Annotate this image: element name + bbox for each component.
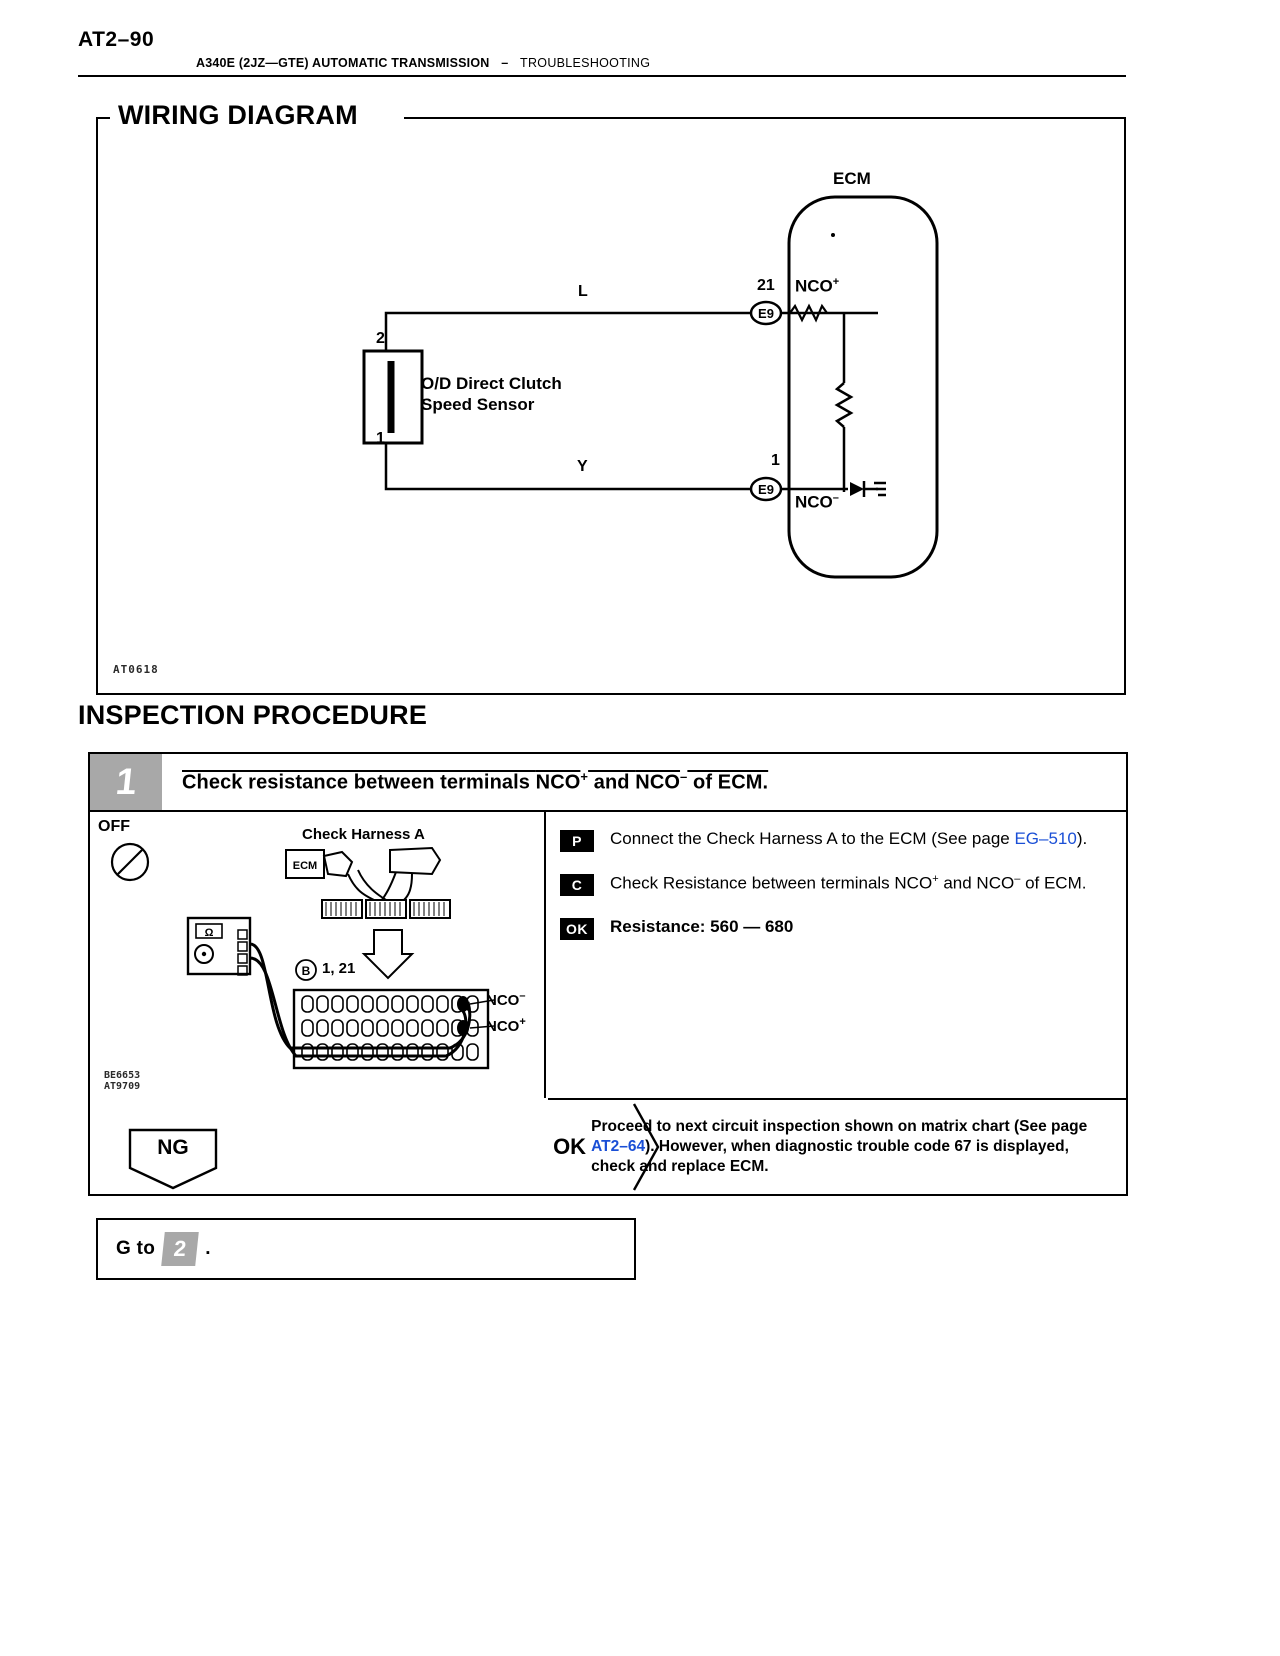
wiring-figure-code: AT0618 — [113, 663, 159, 676]
instruction-p-pre: Connect the Check Harness A to the ECM (See page — [610, 829, 1015, 848]
goto-suffix: . — [205, 1238, 211, 1259]
down-arrow-icon — [364, 930, 412, 978]
sensor-pin-2-label: 2 — [376, 330, 385, 347]
goto-step-box[interactable] — [96, 1218, 636, 1280]
terminal-nco-plus-sign: + — [832, 276, 840, 288]
callout-nco-minus-sign: – — [519, 990, 526, 1002]
speed-sensor-label-line1: O/D Direct Clutch — [421, 374, 562, 393]
step-1-title-post: of ECM. — [687, 771, 769, 794]
instruction-c-pre: Check Resistance between terminals NCO — [610, 873, 933, 893]
inspection-procedure-heading: INSPECTION PROCEDURE — [78, 700, 428, 730]
ng-badge-label: NG — [157, 1136, 189, 1159]
callout-nco-minus-text: NCO — [486, 992, 520, 1009]
manual-title: A340E (2JZ—GTE) AUTOMATIC TRANSMISSION — [196, 56, 490, 70]
ecm-body-shape — [789, 197, 937, 577]
ohm-symbol: Ω — [204, 927, 214, 939]
speed-sensor-label — [421, 373, 562, 416]
link-eg-510[interactable]: EG–510 — [1014, 829, 1077, 848]
sensor-pin-1-label: 1 — [376, 430, 385, 447]
harness-connector-right — [390, 848, 440, 874]
tag-check: C — [560, 874, 594, 896]
header-dash: – — [501, 56, 509, 70]
wire-color-L-label: L — [578, 283, 588, 300]
goto-step-number: 2 — [161, 1232, 199, 1266]
header-subtitle-row — [78, 56, 1128, 70]
connector-e9-top-label: E9 — [758, 306, 774, 321]
page-header — [78, 28, 1128, 70]
callout-nco-plus-sign: + — [519, 1016, 526, 1028]
step-1-title-mid: and — [588, 771, 636, 794]
illustration-graphic — [90, 812, 546, 1098]
instruction-c-sup1: + — [932, 873, 939, 885]
speed-sensor-label-line2: Speed Sensor — [421, 395, 535, 415]
ecm-dot — [831, 233, 835, 237]
instruction-row-c — [560, 872, 1108, 896]
check-harness-label: Check Harness A — [302, 826, 425, 843]
connector-e9-bottom-label: E9 — [758, 482, 774, 497]
instruction-c-mid: and NCO — [938, 873, 1015, 893]
instruction-text-c — [610, 872, 1086, 896]
step-1-instructions — [548, 812, 1126, 1098]
terminal-reference-label: 1, 21 — [322, 960, 356, 977]
terminal-nco-plus-text: NCO — [795, 276, 833, 296]
step-1-illustration — [90, 812, 546, 1098]
ecm-label: ECM — [833, 169, 871, 188]
header-section: TROUBLESHOOTING — [520, 56, 651, 70]
instruction-c-sup2: – — [1014, 873, 1021, 885]
ok-arrow-bracket — [630, 1100, 664, 1194]
meter-terminal-1 — [238, 930, 247, 939]
tag-prepare: P — [560, 830, 594, 852]
ignition-off-slash — [118, 850, 142, 874]
terminal-ref-circle-letter: B — [301, 964, 311, 978]
step-1-title-t2: $\overline{NCO}$ — [635, 771, 681, 794]
ohmmeter-dial-center — [202, 952, 206, 956]
illustration-figure-code — [104, 1071, 140, 1092]
terminal-21-number: 21 — [757, 277, 775, 294]
meter-terminal-2 — [238, 942, 247, 951]
step-1-number: 1 — [113, 761, 139, 802]
instruction-text-ok: Resistance: 560 — 680 — [610, 917, 794, 936]
harness-wire-4 — [404, 874, 412, 900]
wiring-diagram-title: WIRING DIAGRAM — [112, 100, 364, 131]
meter-terminal-3 — [238, 954, 247, 963]
harness-wire-3 — [382, 872, 396, 900]
probed-terminal-nco-plus — [457, 1020, 469, 1036]
ok-result-text — [591, 1117, 1126, 1177]
harness-ecm-text: ECM — [292, 860, 318, 872]
terminal-nco-minus-label — [795, 492, 839, 513]
instruction-p-post: ). — [1076, 829, 1088, 848]
harness-connector-left — [324, 852, 352, 876]
link-at2-64[interactable]: AT2–64 — [591, 1137, 646, 1155]
check-harness-a-graphic — [286, 848, 450, 918]
illustration-figure-code-line2: AT9709 — [104, 1080, 141, 1092]
ok-result-post: ). However, when diagnostic trouble code 67 is displayed, check and replace ECM. — [591, 1137, 1069, 1176]
terminal-nco-plus-label — [795, 276, 839, 297]
terminal-nco-minus-sign: – — [832, 492, 839, 504]
ok-result-pre: Proceed to next circuit inspection shown on matrix chart (See page — [591, 1117, 1088, 1135]
terminal-1-number: 1 — [771, 452, 780, 469]
diode-symbol — [850, 482, 864, 496]
callout-nco-plus-text: NCO — [486, 1018, 520, 1035]
illustration-figure-code-line1: BE6653 — [104, 1070, 141, 1081]
harness-wire-2 — [358, 870, 386, 900]
instruction-row-ok — [560, 916, 1108, 940]
step-1-title-t2-sup: – — [680, 769, 688, 785]
wire-color-Y-label: Y — [577, 458, 588, 475]
callout-nco-minus — [486, 990, 525, 1009]
step-1-number-badge — [90, 754, 162, 810]
instruction-c-post: of ECM. — [1020, 873, 1087, 893]
page-number: AT2–90 — [78, 28, 155, 51]
wiring-diagram-graphic — [96, 117, 1126, 695]
goto-label: G to — [116, 1238, 156, 1259]
terminal-nco-minus-text: NCO — [795, 492, 833, 512]
wire-bottom-Y — [386, 443, 756, 489]
instruction-row-p — [560, 828, 1108, 852]
callout-nco-plus — [486, 1016, 526, 1035]
step-1-title — [162, 769, 768, 795]
step-1-header — [90, 754, 1126, 810]
step-1-title-t1: $\overline{NCO}$ — [535, 771, 581, 794]
ignition-off-label: OFF — [98, 818, 130, 835]
ng-badge — [128, 1128, 218, 1190]
instruction-text-p — [610, 828, 1087, 851]
tag-ok: OK — [560, 918, 594, 940]
wire-top-L — [386, 313, 756, 351]
resistor-vertical — [837, 383, 851, 427]
probed-terminal-nco-minus — [457, 996, 469, 1012]
ok-result-label: OK — [553, 1134, 587, 1159]
step-1-title-t1-sup: + — [580, 769, 589, 785]
step-1-title-pre: Check resistance between terminals — [182, 771, 536, 794]
header-divider — [78, 75, 1126, 77]
